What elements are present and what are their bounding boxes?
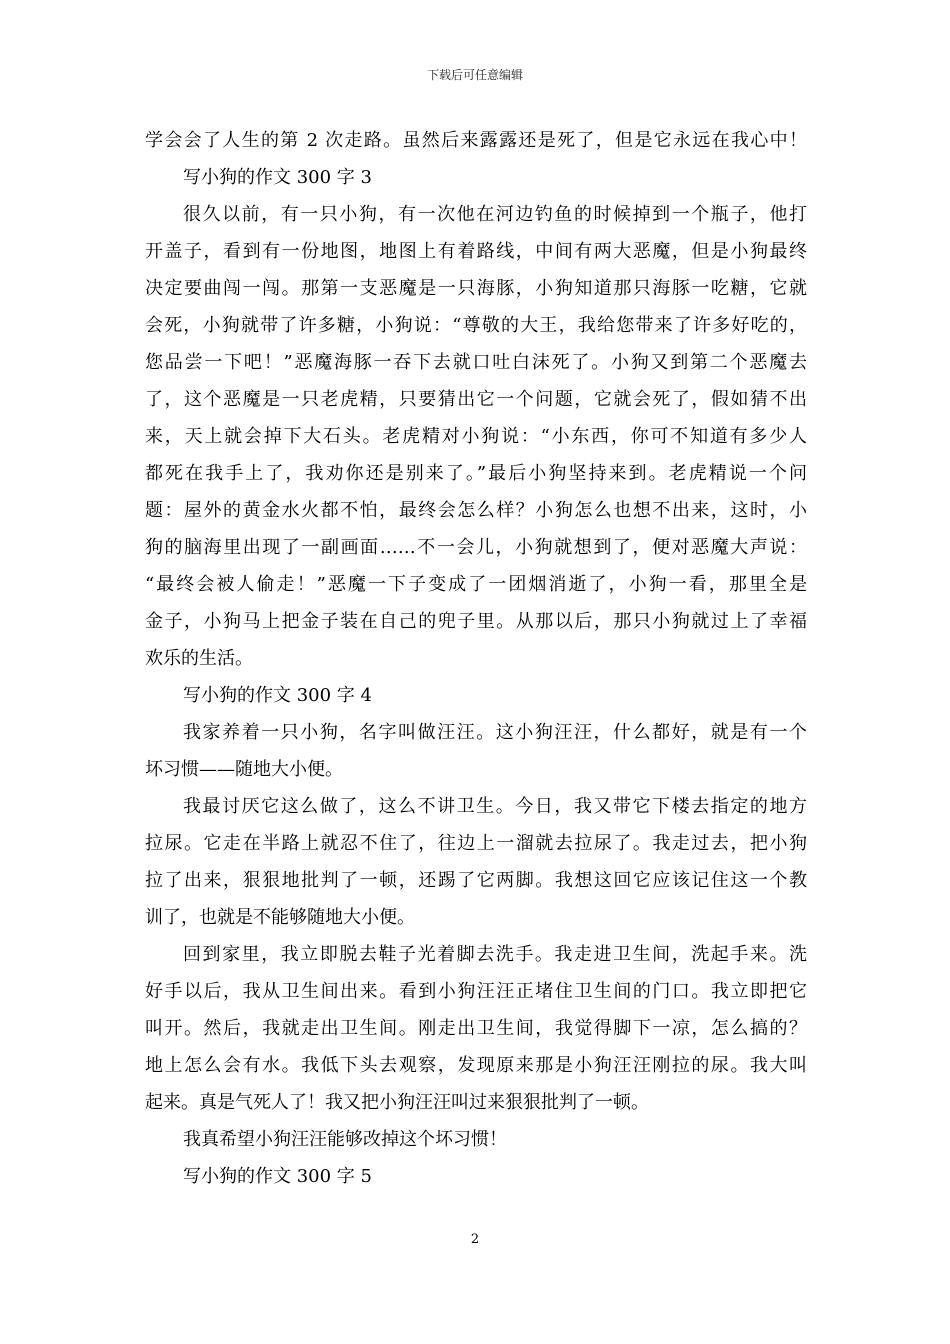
paragraph-line: 欢乐的生活。 — [145, 648, 253, 669]
paragraph-line: 训了，也就是不能够随地大小便。 — [145, 907, 415, 928]
paragraph-line: 了，这个恶魔是一只老虎精，只要猜出它一个问题，它就会死了，假如猜不出 — [145, 389, 807, 410]
paragraph-line: “最终会被人偷走！”恶魔一下子变成了一团烟消逝了，小狗一看，那里全是 — [145, 574, 807, 595]
page-header: 下载后可任意编辑 — [426, 68, 523, 82]
paragraph-line: 我最讨厌它这么做了，这么不讲卫生。今日，我又带它下楼去指定的地方 — [183, 796, 807, 817]
paragraph-line: 回到家里，我立即脱去鞋子光着脚去洗手。我走进卫生间，洗起手来。洗 — [183, 944, 807, 965]
paragraph-line: 来，天上就会掉下大石头。老虎精对小狗说：“小东西，你可不知道有多少人 — [145, 426, 807, 447]
paragraph-line: 很久以前，有一只小狗，有一次他在河边钓鱼的时候掉到一个瓶子，他打 — [183, 204, 807, 225]
paragraph-line: 您品尝一下吧！”恶魔海豚一吞下去就口吐白沫死了。小狗又到第二个恶魔去 — [145, 352, 807, 373]
paragraph-line: 狗的脑海里出现了一副画面……不一会儿，小狗就想到了，便对恶魔大声说： — [145, 537, 807, 558]
section-heading: 写小狗的作文 300 字 3 — [183, 167, 372, 188]
paragraph-line: 拉尿。它走在半路上就忍不住了，往边上一溜就去拉尿了。我走过去，把小狗 — [145, 833, 807, 854]
paragraph-line: 学会会了人生的第 2 次走路。虽然后来露露还是死了，但是它永远在我心中！ — [145, 130, 807, 151]
document-body — [145, 122, 807, 1195]
paragraph-line: 起来。真是气死人了！我又把小狗汪汪叫过来狠狠批判了一顿。 — [145, 1092, 649, 1113]
page-number: 2 — [470, 1232, 480, 1247]
paragraph-line: 好手以后，我从卫生间出来。看到小狗汪汪正堵住卫生间的门口。我立即把它 — [145, 981, 807, 1002]
paragraph-line: 坏习惯——随地大小便。 — [145, 759, 343, 780]
paragraph-line: 拉了出来，狠狠地批判了一顿，还踢了它两脚。我想这回它应该记住这一个教 — [145, 870, 807, 891]
paragraph-line: 我家养着一只小狗，名字叫做汪汪。这小狗汪汪，什么都好，就是有一个 — [183, 722, 807, 743]
paragraph-line: 会死，小狗就带了许多糖，小狗说：“尊敬的大王，我给您带来了许多好吃的， — [145, 315, 807, 336]
paragraph-line: 叫开。然后，我就走出卫生间。刚走出卫生间，我觉得脚下一凉，怎么搞的？ — [145, 1018, 807, 1039]
section-heading: 写小狗的作文 300 字 4 — [183, 685, 372, 706]
paragraph-line: 都死在我手上了，我劝你还是别来了。”最后小狗坚持来到。老虎精说一个问 — [145, 463, 807, 484]
paragraph-line: 决定要曲闯一闯。那第一支恶魔是一只海豚，小狗知道那只海豚一吃糖，它就 — [145, 278, 807, 299]
paragraph-line: 开盖子，看到有一份地图，地图上有着路线，中间有两大恶魔，但是小狗最终 — [145, 241, 807, 262]
paragraph-line: 我真希望小狗汪汪能够改掉这个坏习惯！ — [183, 1129, 507, 1150]
paragraph-line: 金子，小狗马上把金子装在自己的兜子里。从那以后，那只小狗就过上了幸福 — [145, 611, 807, 632]
section-heading: 写小狗的作文 300 字 5 — [183, 1166, 372, 1187]
paragraph-line: 地上怎么会有水。我低下头去观察，发现原来那是小狗汪汪刚拉的尿。我大叫 — [145, 1055, 807, 1076]
paragraph-line: 题：屋外的黄金水火都不怕，最终会怎么样？小狗怎么也想不出来，这时，小 — [145, 500, 807, 521]
